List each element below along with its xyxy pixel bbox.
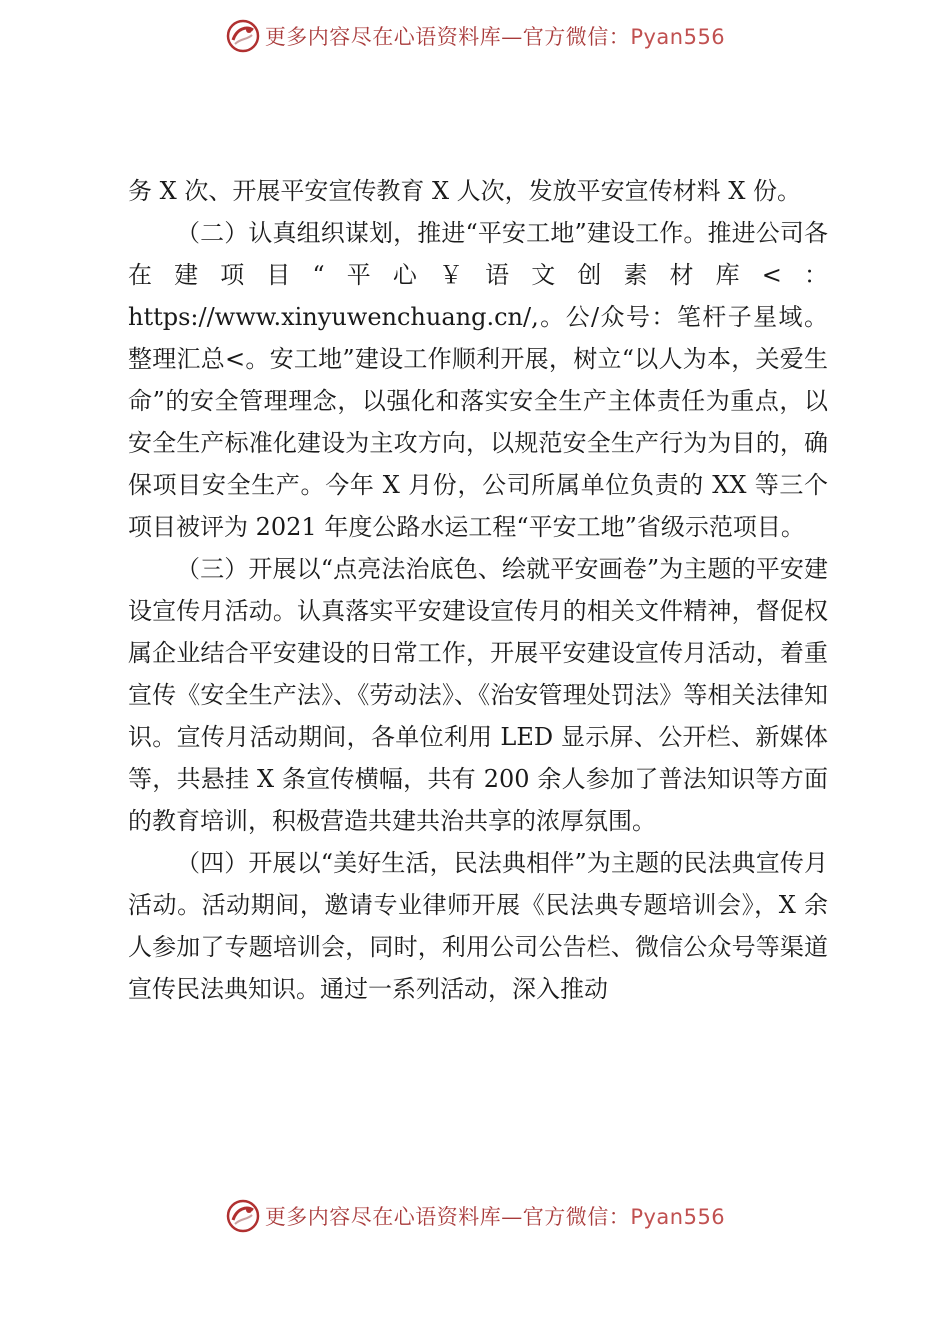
header-banner <box>0 16 950 56</box>
logo-icon <box>225 18 261 54</box>
footer-banner-text: 更多内容尽在心语资料库—官方微信：Pyan556 <box>264 1205 726 1229</box>
footer-banner <box>0 1196 950 1236</box>
footer-wechat-id: Pyan556 <box>630 1205 726 1229</box>
paragraph: （三）开展以“点亮法治底色、绘就平安画卷”为主题的平安建设宣传月活动。认真落实平安建设宣传月的相关文件精神，督促权属企业结合平安建设的日常工作，开展平安建设宣传月活动，着重宣传《安全生产法》、《劳动法》、《治安管理处罚法》等相关法律知识。宣传月活动期间，各单位利用 LED 显示屏、公开栏、新媒体等，共悬挂 X 条宣传横幅，共有 200 余人参加了普法知识等方面的教育培训，积极营造共建共治共享的浓厚氛围。 <box>128 555 828 835</box>
header-wechat-id: Pyan556 <box>630 25 726 49</box>
document-body <box>128 170 828 1010</box>
paragraph: 务 X 次、开展平安宣传教育 X 人次，发放平安宣传材料 X 份。 <box>128 177 802 205</box>
paragraph: （四）开展以“美好生活，民法典相伴”为主题的民法典宣传月活动。活动期间，邀请专业律师开展《民法典专题培训会》，X 余人参加了专题培训会，同时，利用公司公告栏、微信公众号等渠道宣传民法典知识。通过一系列活动，深入推动 <box>128 849 828 1003</box>
header-banner-text: 更多内容尽在心语资料库—官方微信：Pyan556 <box>264 25 726 49</box>
paragraph: （二）认真组织谋划，推进“平安工地”建设工作。推进公司各在建项目“平心￥语文创素材库<：https://www.xinyuwenchuang.cn/,。公/众号：笔杆子星域。整理汇总<。安工地”建设工作顺利开展，树立“以人为本，关爱生命”的安全管理理念，以强化和落实安全生产主体责任为重点，以安全生产标准化建设为主攻方向，以规范安全生产行为为目的，确保项目安全生产。今年 X 月份，公司所属单位负责的 XX 等三个项目被评为 2021 年度公路水运工程“平安工地”省级示范项目。 <box>128 219 828 541</box>
logo-icon <box>225 1198 261 1234</box>
